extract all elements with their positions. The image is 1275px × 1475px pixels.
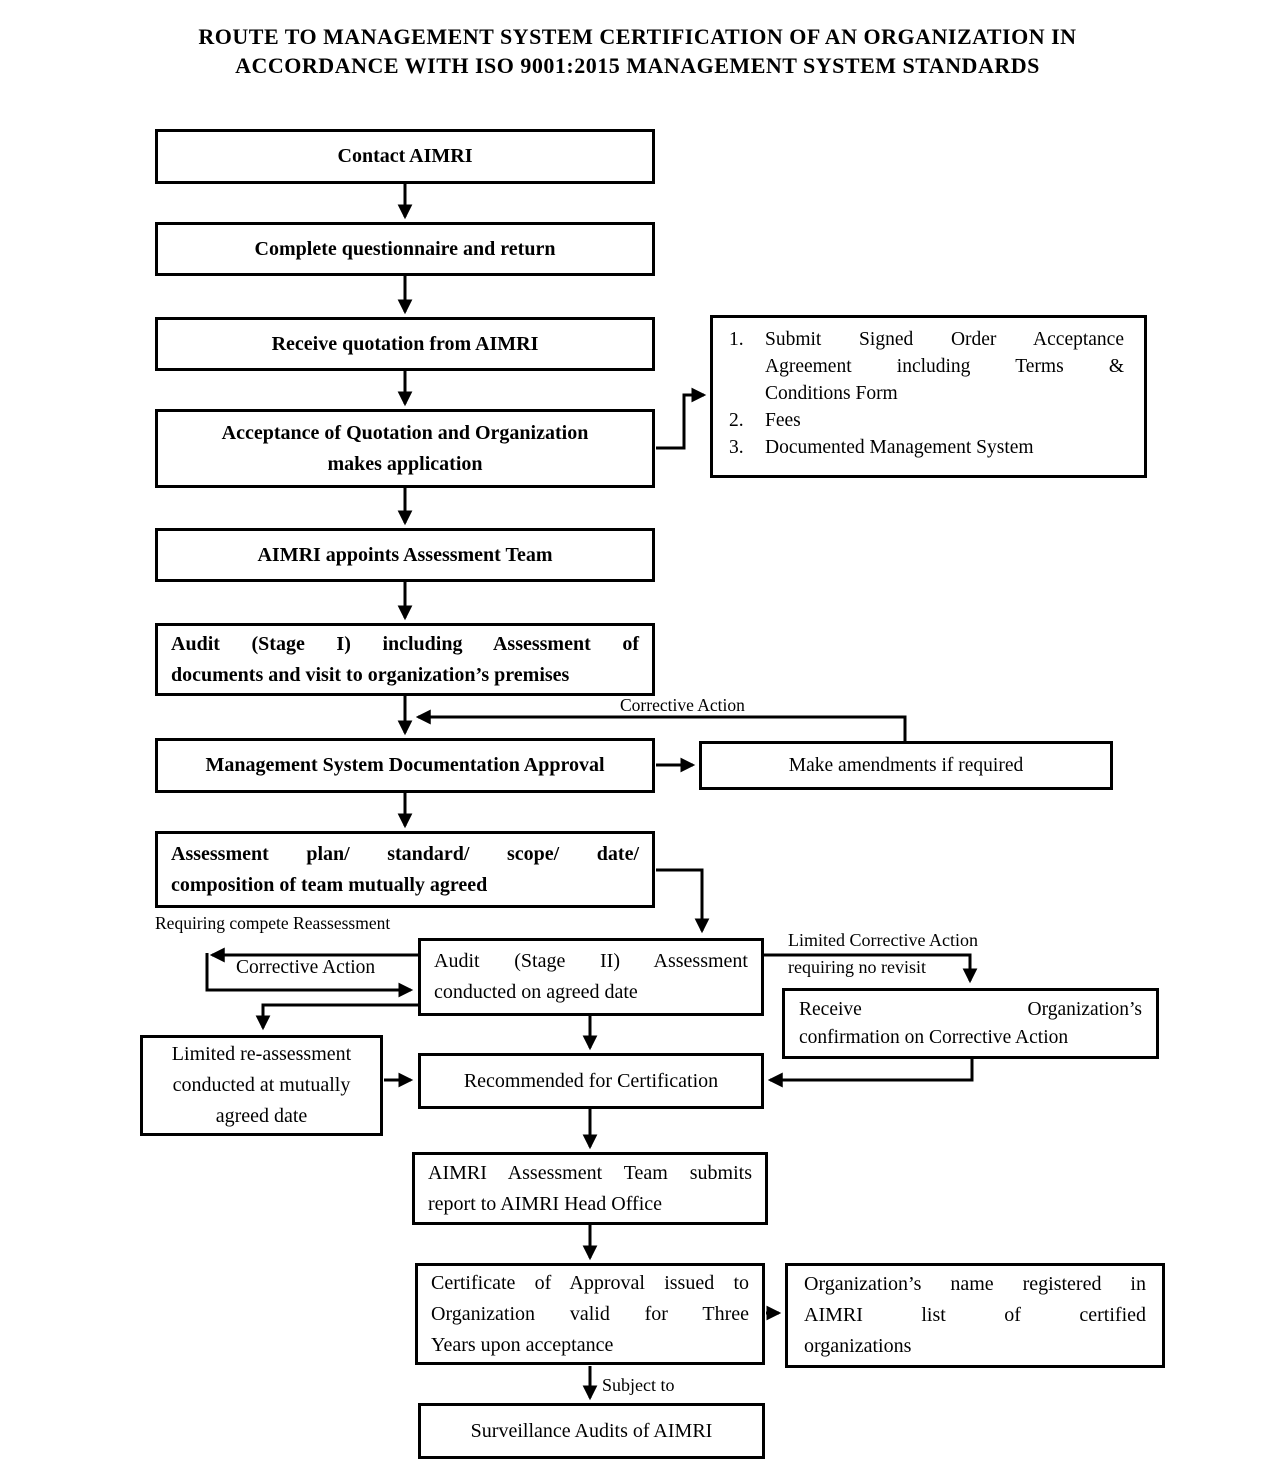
node-registered-organization: [785, 1263, 1165, 1368]
node-receive-confirmation: [782, 988, 1159, 1059]
page-title: [0, 22, 1275, 80]
text-line: Make amendments if required: [788, 754, 1024, 776]
text-line: Organization valid for Three: [431, 1302, 749, 1325]
node-assessment-plan: [155, 831, 655, 908]
text-line: makes application: [327, 452, 483, 475]
text-line: report to AIMRI Head Office: [428, 1192, 663, 1215]
text-line: Recommended for Certification: [463, 1069, 719, 1092]
label-corrective-action-top: Corrective Action: [620, 695, 745, 715]
list-item-number: 2.: [729, 410, 744, 431]
text-line: Submit Signed Order Acceptance: [765, 329, 1124, 350]
text-line: organizations: [804, 1335, 912, 1357]
arrow-stage2-to-limited-reassessment: [263, 1005, 418, 1028]
text-line: AIMRI Assessment Team submits: [428, 1161, 752, 1184]
text-line: Organization’s name registered in: [804, 1273, 1146, 1295]
text-line: Conditions Form: [765, 383, 898, 404]
node-audit-stage2: [418, 938, 764, 1016]
list-item-text: [765, 326, 1132, 407]
list-item-text: Fees: [765, 410, 801, 431]
label-subject-to: Subject to: [602, 1375, 675, 1395]
text-line: Contact AIMRI: [337, 145, 473, 167]
node-audit-stage1: [155, 623, 655, 696]
text-line: Receive quotation from AIMRI: [271, 332, 539, 355]
node-surveillance-audits: [418, 1403, 765, 1459]
text-line: Years upon acceptance: [431, 1333, 614, 1356]
label-limited-corrective-action: Limited Corrective Action: [788, 930, 978, 950]
node-contact-aimri: [155, 129, 655, 184]
label-corrective-action-loop: Corrective Action: [236, 957, 376, 978]
text-line: Audit (Stage II) Assessment: [434, 950, 748, 972]
text-line: composition of team mutually agreed: [171, 873, 488, 896]
text-line: Limited re-assessment: [171, 1043, 352, 1065]
node-team-submits-report: [412, 1152, 768, 1225]
page-title-line: ACCORDANCE WITH ISO 9001:2015 MANAGEMENT SYSTEM STANDARDS: [235, 53, 1040, 78]
arrow-confirmation-to-recommended: [770, 1059, 972, 1080]
text-line: Agreement including Terms &: [765, 356, 1124, 377]
node-certificate-of-approval: [415, 1263, 765, 1365]
text-line: AIMRI appoints Assessment Team: [257, 543, 553, 566]
node-requirements-list: [710, 315, 1147, 478]
label-requiring-reassessment: Requiring compete Reassessment: [155, 913, 391, 933]
text-line: conducted on agreed date: [434, 981, 638, 1003]
text-line: AIMRI list of certified: [804, 1304, 1146, 1326]
list-item: [729, 407, 1132, 434]
node-recommended-certification: [418, 1053, 764, 1109]
text-line: Complete questionnaire and return: [254, 237, 556, 260]
text-line: Receive Organization’s: [799, 998, 1142, 1020]
node-doc-approval: [155, 738, 655, 793]
text-line: Audit (Stage I) including Assessment of: [171, 632, 639, 655]
text-line: Acceptance of Quotation and Organization: [221, 421, 589, 444]
node-acceptance-of-quotation: [155, 409, 655, 488]
text-line: conducted at mutually: [172, 1074, 351, 1096]
node-receive-quotation: [155, 317, 655, 371]
list-item-number: 1.: [729, 329, 744, 350]
text-line: Assessment plan/ standard/ scope/ date/: [171, 842, 639, 865]
text-line: Surveillance Audits of AIMRI: [470, 1419, 713, 1442]
list-item-text: Documented Management System: [765, 437, 1034, 458]
text-line: Certificate of Approval issued to: [431, 1271, 749, 1294]
arrow-assessment-plan-to-stage2: [656, 870, 702, 931]
arrow-acceptance-to-requirements: [656, 395, 704, 448]
list-item: [729, 326, 1132, 407]
list-item-number: 3.: [729, 437, 744, 458]
node-make-amendments: [699, 741, 1113, 790]
list-item: [729, 434, 1132, 461]
node-complete-questionnaire: [155, 222, 655, 276]
page-title-line: ROUTE TO MANAGEMENT SYSTEM CERTIFICATION OF AN ORGANIZATION IN: [198, 24, 1077, 49]
text-line: Management System Documentation Approval: [205, 754, 605, 776]
text-line: documents and visit to organization’s premises: [171, 663, 570, 686]
text-line: confirmation on Corrective Action: [799, 1026, 1069, 1048]
label-requiring-no-revisit: requiring no revisit: [788, 957, 926, 977]
node-limited-reassessment: [140, 1035, 383, 1136]
node-appoint-assessment-team: [155, 528, 655, 582]
text-line: agreed date: [215, 1105, 308, 1127]
